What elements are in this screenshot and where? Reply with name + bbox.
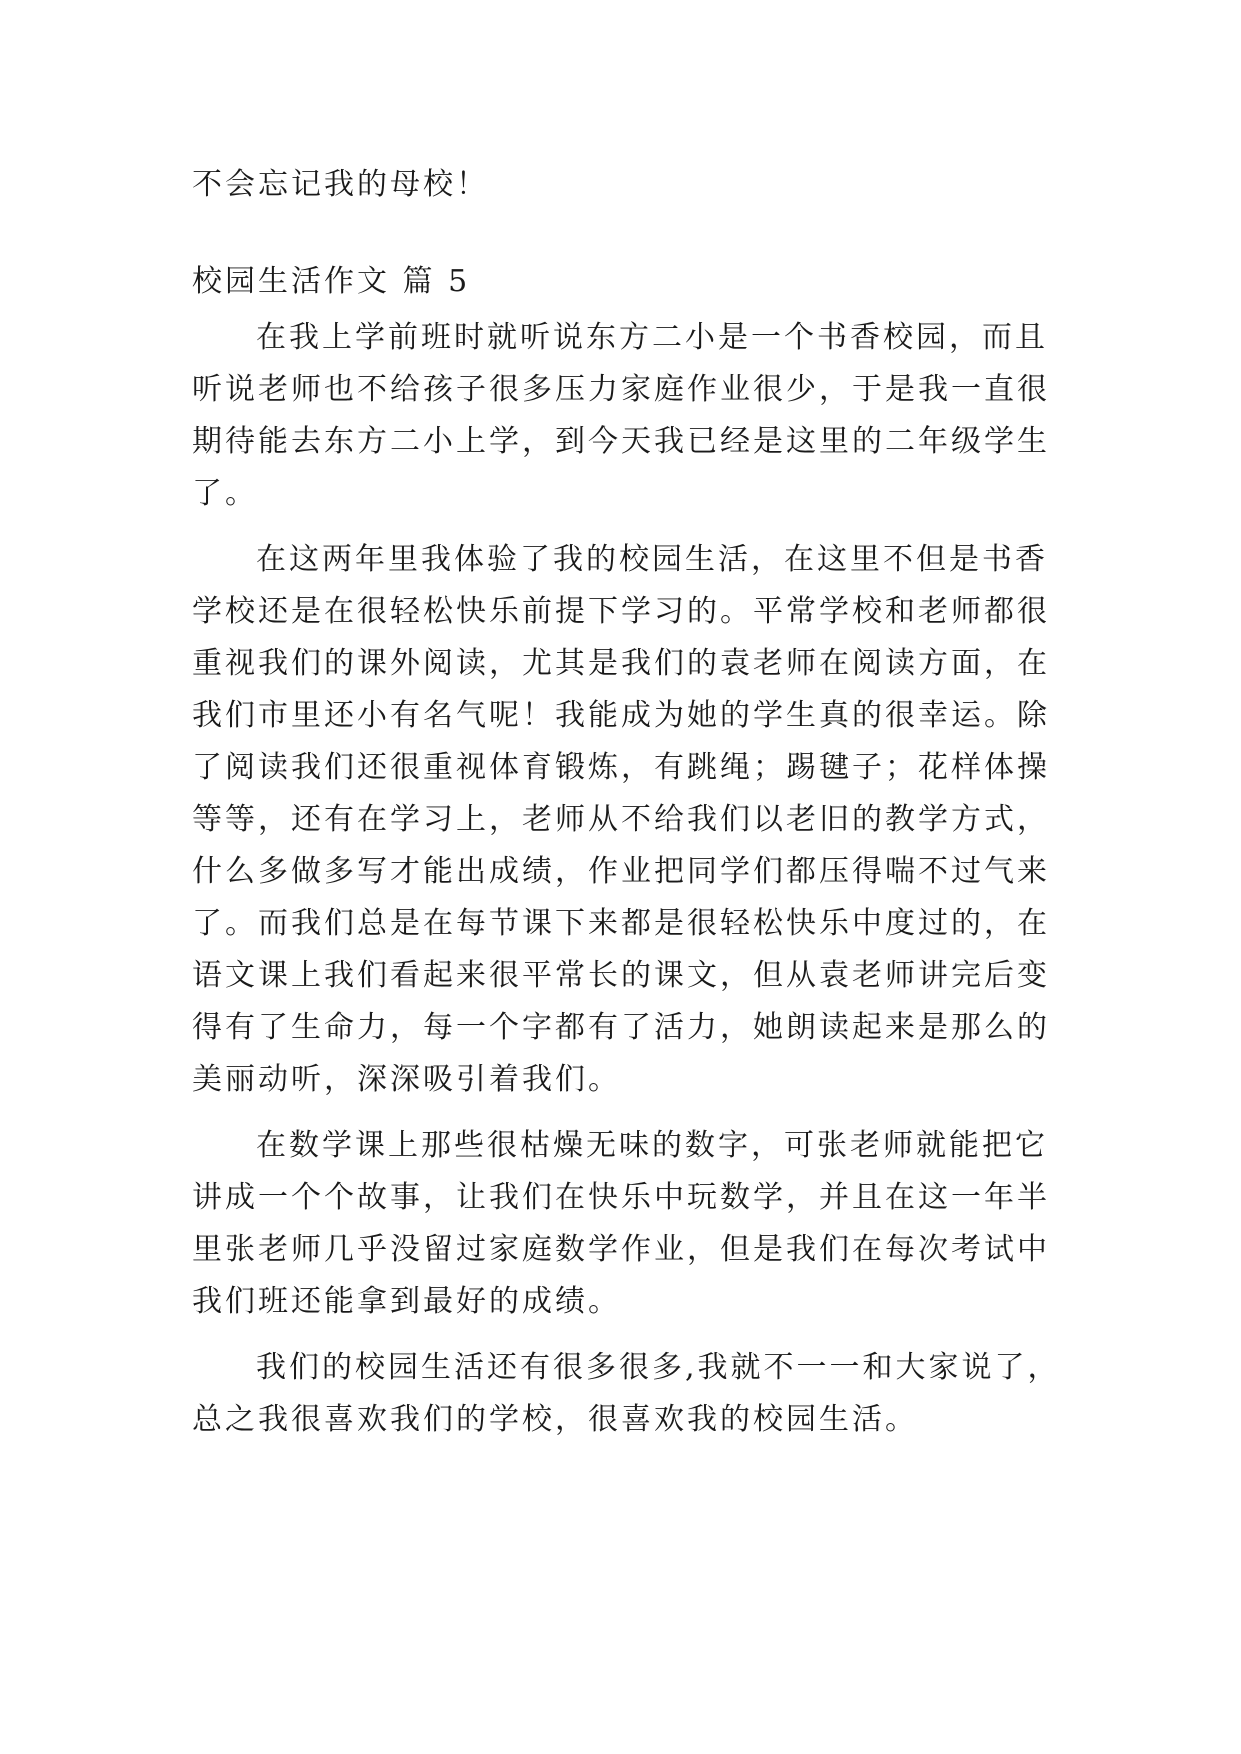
text-line: 得有了生命力，每一个字都有了活力，她朗读起来是那么的 bbox=[192, 1010, 1050, 1045]
text-line: 在数学课上那些很枯燥无味的数字，可张老师就能把它 bbox=[256, 1128, 1048, 1163]
text-line: 我们的校园生活还有很多很多,我就不一一和大家说了， bbox=[256, 1350, 1061, 1385]
text-line: 语文课上我们看起来很平常长的课文，但从袁老师讲完后变 bbox=[192, 958, 1050, 993]
text-line: 了。 bbox=[192, 476, 258, 511]
text-line: 学校还是在很轻松快乐前提下学习的。平常学校和老师都很 bbox=[192, 594, 1050, 629]
text-line: 我们班还能拿到最好的成绩。 bbox=[192, 1284, 621, 1319]
text-line: 里张老师几乎没留过家庭数学作业，但是我们在每次考试中 bbox=[192, 1232, 1050, 1267]
text-line: 听说老师也不给孩子很多压力家庭作业很少，于是我一直很 bbox=[192, 372, 1050, 407]
text-line: 等等，还有在学习上，老师从不给我们以老旧的教学方式， bbox=[192, 802, 1050, 837]
section-title: 校园生活作文 篇 5 bbox=[192, 264, 471, 299]
text-line: 了。而我们总是在每节课下来都是很轻松快乐中度过的，在 bbox=[192, 906, 1050, 941]
text-line: 总之我很喜欢我们的学校，很喜欢我的校园生活。 bbox=[192, 1402, 918, 1437]
text-line: 了阅读我们还很重视体育锻炼，有跳绳；踢毽子；花样体操 bbox=[192, 750, 1050, 785]
text-line: 讲成一个个故事，让我们在快乐中玩数学，并且在这一年半 bbox=[192, 1180, 1050, 1215]
text-line: 在我上学前班时就听说东方二小是一个书香校园，而且 bbox=[256, 320, 1048, 355]
text-line: 期待能去东方二小上学，到今天我已经是这里的二年级学生 bbox=[192, 424, 1050, 459]
text-line: 重视我们的课外阅读，尤其是我们的袁老师在阅读方面，在 bbox=[192, 646, 1050, 681]
text-line: 在这两年里我体验了我的校园生活，在这里不但是书香 bbox=[256, 542, 1048, 577]
closing-line: 不会忘记我的母校！ bbox=[192, 167, 489, 202]
text-line: 美丽动听，深深吸引着我们。 bbox=[192, 1062, 621, 1097]
text-line: 什么多做多写才能出成绩，作业把同学们都压得喘不过气来 bbox=[192, 854, 1050, 889]
text-line: 我们市里还小有名气呢！我能成为她的学生真的很幸运。除 bbox=[192, 698, 1050, 733]
